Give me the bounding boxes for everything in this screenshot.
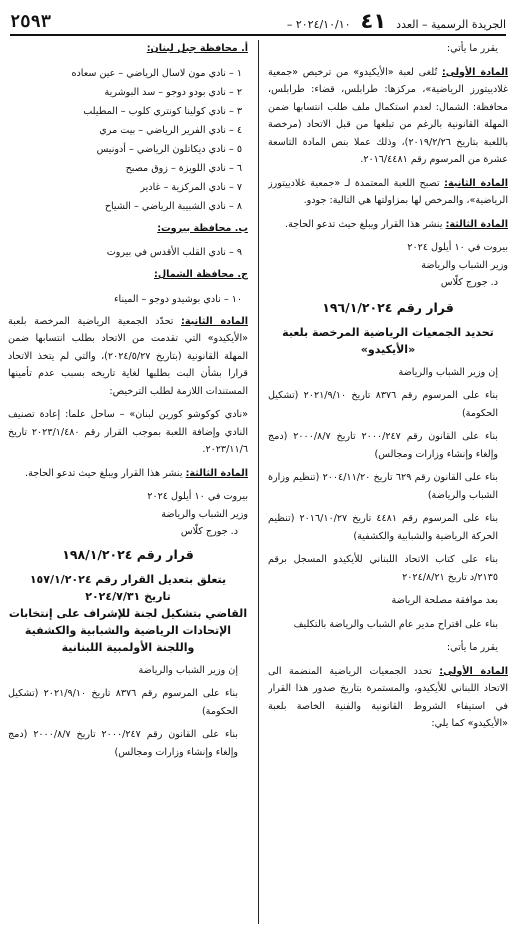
section-heading: أ. محافظة جبل لبنان: (146, 43, 248, 54)
signature-name: د. جورج كلّاس (180, 526, 238, 537)
signature-date: بيروت في ١٠ أيلول ٢٠٢٤ (147, 491, 248, 502)
club-list (8, 290, 248, 309)
signature-date: بيروت في ١٠ أيلول ٢٠٢٤ (407, 242, 508, 253)
gazette-title: الجريدة الرسمية – العدد (396, 18, 506, 31)
article-3 (268, 216, 508, 234)
issue-number: ٤١ (360, 9, 387, 33)
basis-item: بناء على المرسوم رقم ٨٣٧٦ تاريخ ٢٠٢١/٩/١٠ (تشكيل الحكومة) (268, 390, 498, 419)
club-list (8, 243, 248, 262)
basis-item: بناء على القانون رقم ٦٢٩ تاريخ ٢٠٠٤/١١/٢٠ (تنظيم وزارة الشباب والرياضة) (268, 472, 498, 501)
article-label: المادة الأولى: (441, 66, 508, 78)
club-list (8, 64, 248, 216)
basis-item: بناء على القانون رقم ٢٠٠٠/٢٤٧ تاريخ ٢٠٠٠/٨/٧ (دمج وإلغاء وإنشاء وزارات ومجالس) (268, 431, 498, 460)
minister-line: إن وزير الشباب والرياضة (398, 366, 498, 378)
article-2 (8, 313, 248, 401)
right-column (268, 40, 508, 926)
page-number: ٢٥٩٣ (10, 12, 51, 32)
section-heading: ج. محافظة الشمال: (154, 269, 248, 280)
column-divider (258, 40, 259, 924)
article-3 (8, 465, 248, 483)
decision-subject: تحديد الجمعيات الرياضية المرخصة بلعبة «الأيكيدو» (282, 325, 494, 356)
basis-item: بناء على كتاب الاتحاد اللبناني للأيكيدو المسجل برقم ٢١٣٥/د تاريخ ٢٠٢٤/٨/٢١ (268, 554, 498, 583)
article-2 (268, 175, 508, 210)
decides-line: يقرر ما يأتي: (446, 43, 498, 54)
list-item: ٧ – نادي المركزية – غادير (140, 181, 242, 193)
article-2-item: «نادي كوكوشو كورين لبنان» – ساحل علما: إعادة تصنيف النادي وإضافة اللعبة بموجب القرار رقم ٢٠٢٣/١/٤٨٠ تاريخ ٢٠٢٣/١١/٦. (8, 409, 248, 455)
signature-title: وزير الشباب والرياضة (161, 508, 248, 520)
list-item: ٣ – نادي كولينا كونتري كلوب – المطيلب (83, 105, 242, 117)
basis-item: بناء على المرسوم رقم ٤٤٨١ تاريخ ٢٠١٦/١٠/٢٧ (تنظيم الحركة الرياضية والشبابية والكشفية) (268, 513, 498, 542)
basis-item: بعد موافقة مصلحة الرياضة (391, 595, 498, 606)
article-label: المادة الثالثة: (185, 467, 248, 479)
article-text: ينشر هذا القرار ويبلغ حيث تدعو الحاجة. (285, 218, 443, 230)
signature-title: وزير الشباب والرياضة (421, 259, 508, 271)
list-item: ٤ – نادي الفرير الرياضي – بيت مري (99, 124, 242, 136)
article-1 (268, 663, 508, 733)
list-item: ١ – نادي مون لاسال الرياضي – عين سعاده (71, 67, 242, 79)
left-column (8, 40, 248, 926)
list-item: ٢ – نادي بودو دوجو – سد البوشرية (104, 86, 242, 98)
decision-title: قرار رقم ١٩٨/١/٢٠٢٤ (62, 546, 194, 562)
decision-date: تاريخ ٢٠٢٤/٧/٣١ (85, 589, 171, 603)
article-label: المادة الثانية: (444, 177, 508, 189)
section-heading: ب. محافظة بيروت: (157, 222, 248, 234)
list-item: ٩ – نادي القلب الأقدس في بيروت (106, 247, 242, 258)
article-label: المادة الثانية: (181, 315, 248, 327)
basis-item: بناء على اقتراح مدير عام الشباب والرياضة بالتكليف (293, 618, 498, 630)
article-label: المادة الثالثة: (445, 218, 508, 230)
list-item: ١٠ – نادي بوشيدو دوجو – الميناء (114, 293, 242, 305)
article-text: تصبح اللعبة المعتمدة لـ «جمعية غلادييتورز الرياضية»، والمرخص لها بمزاولتها هي التالية: جودو. (268, 177, 508, 206)
page-header (10, 6, 506, 36)
basis-item: بناء على المرسوم رقم ٨٣٧٦ تاريخ ٢٠٢١/٩/١٠ (تشكيل الحكومة) (8, 688, 238, 717)
decision-title: قرار رقم ١٩٦/١/٢٠٢٤ (322, 299, 454, 315)
minister-line: إن وزير الشباب والرياضة (138, 664, 238, 676)
article-1 (268, 64, 508, 169)
article-text: ينشر هذا القرار ويبلغ حيث تدعو الحاجة. (25, 467, 183, 479)
list-item: ٨ – نادي الشبيبة الرياضي – الشياح (104, 200, 242, 212)
list-item: ٦ – نادي اللويزة – زوق مصبح (125, 162, 242, 174)
decides-line: يقرر ما يأتي: (446, 642, 498, 653)
list-item: ٥ – نادي ديكاتلون الرياضي – أدونيس (96, 143, 242, 155)
article-text: تُلغى لعبة «الأيكيدو» من ترخيص «جمعية غلادييتورز الرياضية»، مركزها: طرابلس، قضاء: طرابلس، محافظة: الشمال: لعدم استكمال ملف طلب انتسابها ضمن المهلة القانونية بالرغم من تبلغها من قبل الاتحاد (مرخصة باللعبة بتاريخ ٢٠١٩/٢/٢٦)، وذلك عملا بنص المادة التاسعة عشرة من المرسوم رقم ٢٠١٦/٤٤٨١. (268, 66, 508, 165)
article-text: تحدد الجمعيات الرياضية المنضمة الى الاتحاد اللبناني للأيكيدو، والمستمرة بتاريخ صدور هذا القرار في استيفاء الشروط القانونية والفنية الخاصة بلعبة «الأيكيدو» كما يلي: (268, 665, 508, 729)
decision-amendment: يتعلق بتعديل القرار رقم ١٥٧/١/٢٠٢٤ (29, 572, 227, 586)
article-text: تحدّد الجمعية الرياضية المرخصة بلعبة «الأيكيدو» التي تقدمت من الاتحاد بطلب انتسابها ضمن المهلة القانونية (بتاريخ ٢٠٢٤/٥/٢٧)، والتي لم يتخذ الاتحاد قرارا بشأن البت بطلبها لغاية تاريخه بسبب عدم تأمينها المستندات اللازمة لطلب الترخيص: (8, 315, 248, 397)
article-label: المادة الأولى: (439, 665, 508, 677)
gazette-date: – ٢٠٢٤/١٠/١٠ (286, 18, 351, 31)
gazette-masthead (287, 11, 506, 34)
decision-subject: القاضي بتشكيل لجنة للإشراف على إنتخابات الإتحادات الرياضية والشبابية والكشفية واللجنة الأولمبية اللبنانية (8, 606, 248, 654)
signature-name: د. جورج كلّاس (440, 277, 498, 288)
basis-item: بناء على القانون رقم ٢٠٠٠/٢٤٧ تاريخ ٢٠٠٠/٨/٧ (دمج وإلغاء وإنشاء وزارات ومجالس) (8, 729, 238, 758)
